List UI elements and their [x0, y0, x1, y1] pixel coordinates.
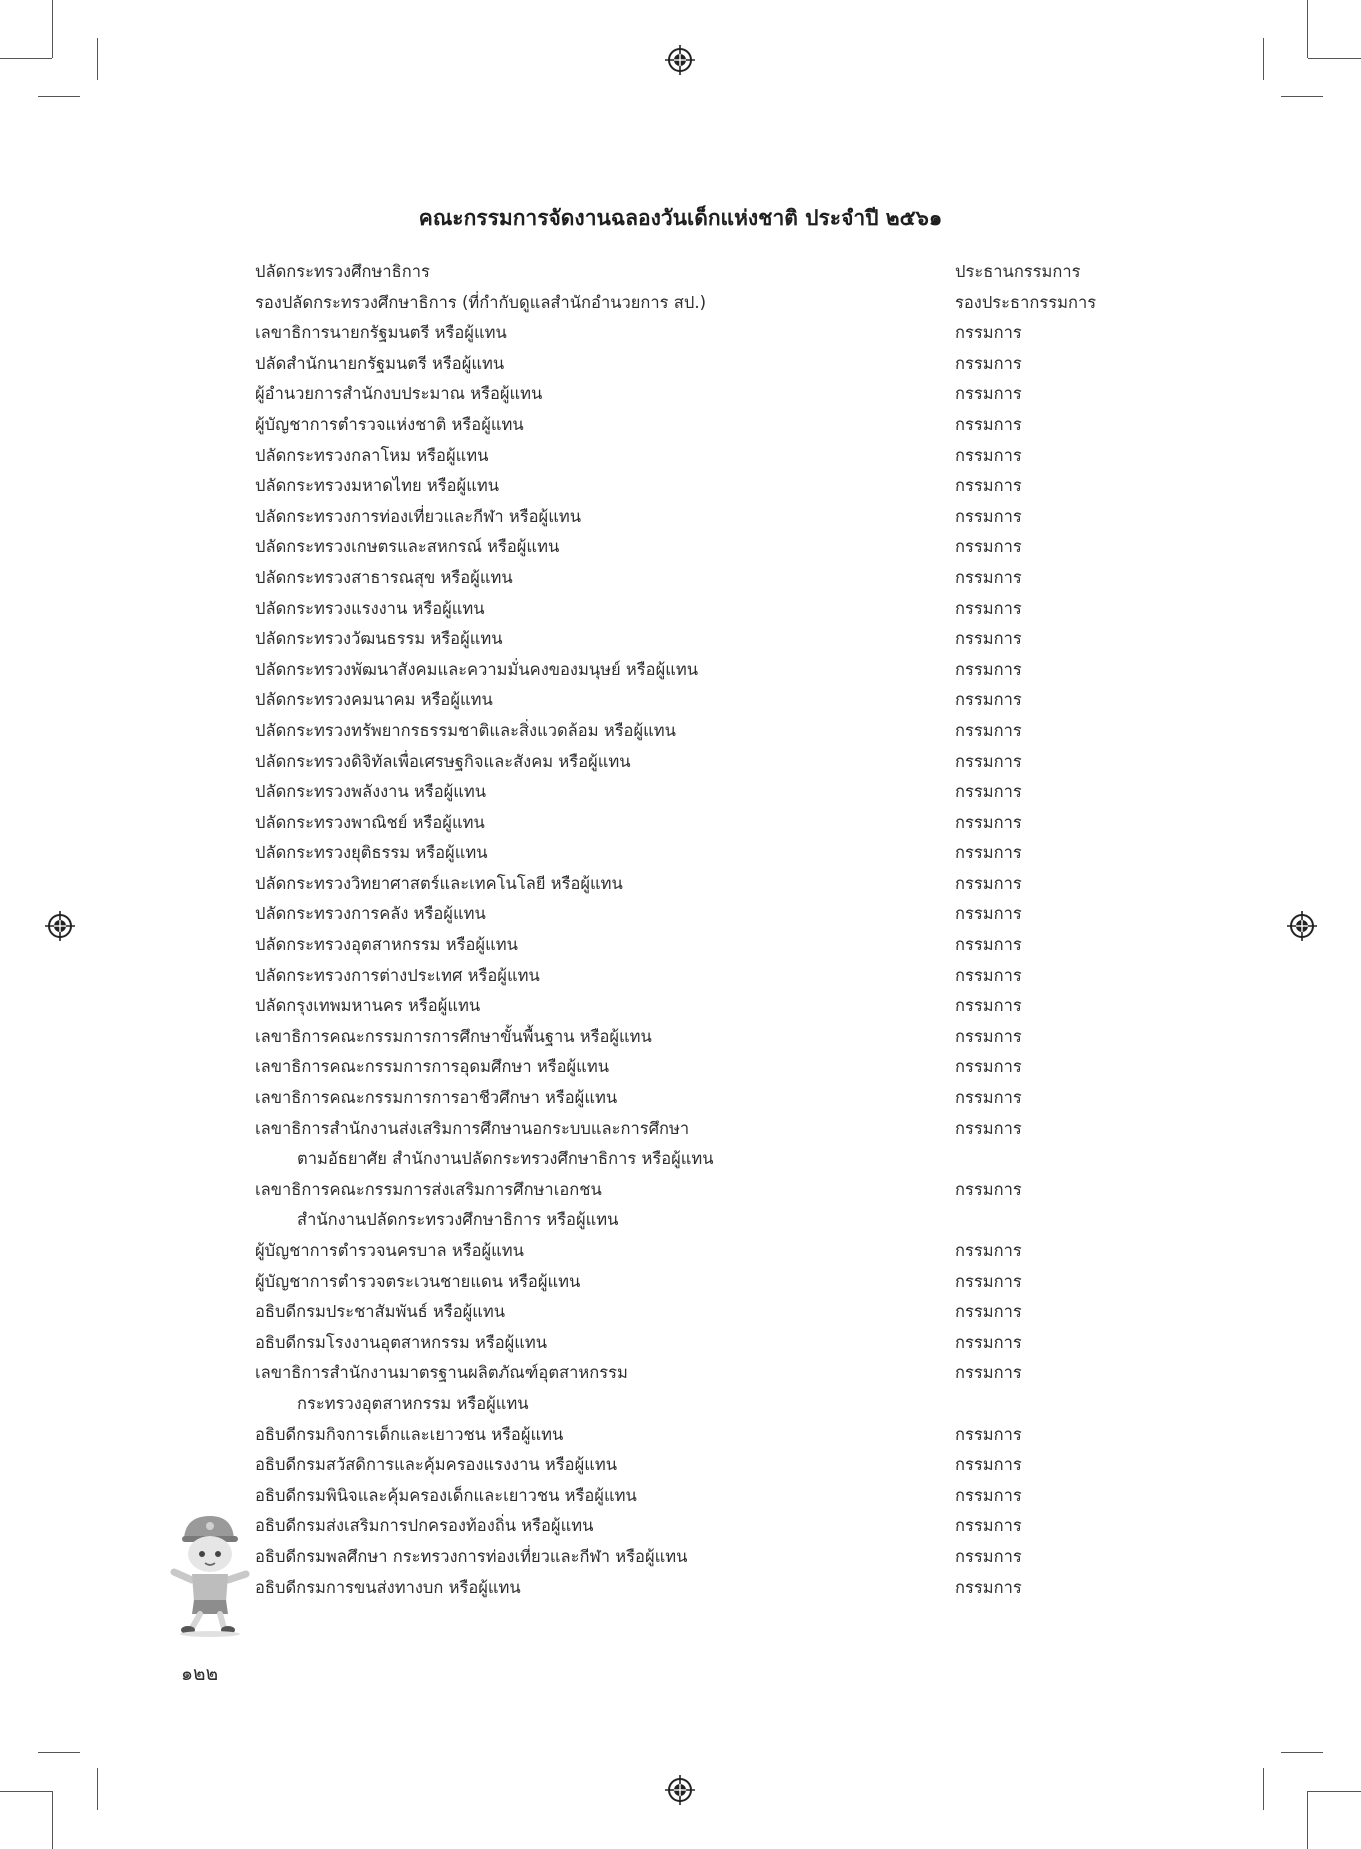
member-name: ปลัดกระทรวงการท่องเที่ยวและกีฬา หรือผู้แทน	[255, 506, 581, 526]
member-role: กรรมการ	[955, 1577, 1022, 1597]
member-name: ปลัดกระทรวงมหาดไทย หรือผู้แทน	[255, 476, 500, 496]
member-row	[255, 288, 1135, 319]
member-role: กรรมการ	[955, 506, 1022, 526]
member-role: กรรมการ	[955, 996, 1022, 1016]
member-role: กรรมการ	[955, 751, 1022, 771]
member-name: ปลัดกระทรวงอุตสาหกรรม หรือผู้แทน	[255, 935, 518, 955]
member-name: ปลัดกระทรวงเกษตรและสหกรณ์ หรือผู้แทน	[255, 537, 560, 557]
member-name: เลขาธิการสำนักงานส่งเสริมการศึกษานอกระบบและการศึกษา	[255, 1118, 690, 1138]
member-role: รองประธากรรมการ	[955, 292, 1097, 312]
member-name: ผู้บัญชาการตำรวจตระเวนชายแดน หรือผู้แทน	[255, 1271, 581, 1291]
crop-mark-top-left-vertical-inner	[97, 38, 98, 80]
member-row	[255, 747, 1135, 778]
crop-mark-top-left-vertical	[52, 0, 53, 58]
member-name: ปลัดกระทรวงดิจิทัลเพื่อเศรษฐกิจและสังคม หรือผู้แทน	[255, 751, 631, 771]
member-row	[255, 777, 1135, 808]
member-row	[255, 1297, 1135, 1328]
member-row	[255, 808, 1135, 839]
member-name: เลขาธิการคณะกรรมการการอุดมศึกษา หรือผู้แทน	[255, 1057, 609, 1077]
crop-mark-bottom-left-horizontal-inner	[38, 1752, 80, 1753]
member-row	[255, 716, 1135, 747]
member-row-continuation	[255, 1144, 1135, 1175]
member-name: อธิบดีกรมพลศึกษา กระทรวงการท่องเที่ยวและกีฬา หรือผู้แทน	[255, 1546, 688, 1566]
member-role: กรรมการ	[955, 323, 1022, 343]
crop-mark-top-right-vertical	[1307, 0, 1308, 58]
child-mascot-icon	[170, 1508, 250, 1638]
member-name: ปลัดกระทรวงศึกษาธิการ	[255, 262, 430, 281]
member-name: อธิบดีกรมโรงงานอุตสาหกรรม หรือผู้แทน	[255, 1332, 548, 1352]
member-role: กรรมการ	[955, 1271, 1022, 1291]
member-role: กรรมการ	[955, 1241, 1022, 1260]
registration-mark-icon	[1286, 910, 1318, 942]
member-row	[255, 594, 1135, 625]
member-role: กรรมการ	[955, 720, 1022, 740]
member-row	[255, 318, 1135, 349]
member-name: ปลัดกระทรวงพลังงาน หรือผู้แทน	[255, 782, 487, 802]
member-role: กรรมการ	[955, 384, 1022, 404]
crop-mark-bottom-right-vertical-inner	[1263, 1768, 1264, 1810]
member-role: กรรมการ	[955, 812, 1022, 832]
member-row	[255, 1114, 1135, 1145]
registration-mark-icon	[664, 1774, 696, 1806]
member-name: ปลัดกระทรวงกลาโหม หรือผู้แทน	[255, 445, 489, 465]
member-role: กรรมการ	[955, 1057, 1022, 1077]
member-role: กรรมการ	[955, 935, 1022, 955]
member-role: กรรมการ	[955, 537, 1022, 557]
member-name: เลขาธิการคณะกรรมการส่งเสริมการศึกษาเอกชน	[255, 1179, 602, 1199]
member-row	[255, 441, 1135, 472]
member-name: กระทรวงอุตสาหกรรม หรือผู้แทน	[297, 1393, 529, 1413]
crop-mark-top-right-vertical-inner	[1263, 38, 1264, 80]
crop-mark-bottom-left-vertical	[52, 1791, 53, 1849]
member-row	[255, 838, 1135, 869]
member-role: กรรมการ	[955, 1516, 1022, 1536]
registration-mark-icon	[44, 910, 76, 942]
member-role: กรรมการ	[955, 1363, 1022, 1383]
crop-mark-top-left-horizontal	[0, 58, 52, 59]
member-row	[255, 471, 1135, 502]
member-name: ปลัดกรุงเทพมหานคร หรือผู้แทน	[255, 996, 481, 1016]
member-row	[255, 1573, 1135, 1604]
member-row	[255, 502, 1135, 533]
member-row	[255, 685, 1135, 716]
member-role: กรรมการ	[955, 567, 1022, 587]
member-name: อธิบดีกรมพินิจและคุ้มครองเด็กและเยาวชน หรือผู้แทน	[255, 1485, 637, 1505]
member-row	[255, 1236, 1135, 1267]
member-role: กรรมการ	[955, 1424, 1022, 1444]
member-name: ปลัดสำนักนายกรัฐมนตรี หรือผู้แทน	[255, 353, 505, 373]
member-row	[255, 1328, 1135, 1359]
member-row-continuation	[255, 1389, 1135, 1420]
page-number: ๑๒๒	[181, 1663, 219, 1685]
member-name: อธิบดีกรมกิจการเด็กและเยาวชน หรือผู้แทน	[255, 1424, 564, 1444]
member-row	[255, 379, 1135, 410]
member-role: กรรมการ	[955, 476, 1022, 496]
member-row	[255, 1450, 1135, 1481]
crop-mark-top-right-horizontal	[1308, 58, 1361, 59]
member-row	[255, 1420, 1135, 1451]
member-row	[255, 349, 1135, 380]
crop-mark-bottom-left-vertical-inner	[97, 1768, 98, 1810]
member-name: ผู้อำนวยการสำนักงบประมาณ หรือผู้แทน	[255, 384, 543, 404]
member-name: ปลัดกระทรวงวิทยาศาสตร์และเทคโนโลยี หรือผู้แทน	[255, 873, 623, 893]
registration-mark-icon	[664, 44, 696, 76]
member-row-continuation	[255, 1205, 1135, 1236]
member-name: เลขาธิการนายกรัฐมนตรี หรือผู้แทน	[255, 323, 507, 343]
member-name: เลขาธิการสำนักงานมาตรฐานผลิตภัณฑ์อุตสาหกรรม	[255, 1363, 628, 1383]
member-role: กรรมการ	[955, 1026, 1022, 1046]
member-row	[255, 991, 1135, 1022]
member-role: กรรมการ	[955, 782, 1022, 802]
member-name: เลขาธิการคณะกรรมการการอาชีวศึกษา หรือผู้แทน	[255, 1088, 618, 1108]
member-name: ปลัดกระทรวงคมนาคม หรือผู้แทน	[255, 690, 493, 710]
member-row	[255, 1511, 1135, 1542]
page-title: คณะกรรมการจัดงานฉลองวันเด็กแห่งชาติ ประจำปี ๒๕๖๑	[418, 206, 943, 230]
member-row	[255, 1175, 1135, 1206]
member-row	[255, 655, 1135, 686]
member-name: ผู้บัญชาการตำรวจแห่งชาติ หรือผู้แทน	[255, 414, 524, 434]
member-name: ปลัดกระทรวงพาณิชย์ หรือผู้แทน	[255, 812, 485, 832]
member-row	[255, 1358, 1135, 1389]
member-role: กรรมการ	[955, 445, 1022, 465]
member-name: ปลัดกระทรวงยุติธรรม หรือผู้แทน	[255, 843, 488, 863]
member-role: กรรมการ	[955, 873, 1022, 893]
member-name: ปลัดกระทรวงทรัพยากรธรรมชาติและสิ่งแวดล้อม หรือผู้แทน	[255, 720, 676, 740]
member-role: กรรมการ	[955, 629, 1022, 649]
member-role: กรรมการ	[955, 1485, 1022, 1505]
member-name: ปลัดกระทรวงสาธารณสุข หรือผู้แทน	[255, 567, 513, 587]
member-role: กรรมการ	[955, 904, 1022, 924]
member-name: อธิบดีกรมการขนส่งทางบก หรือผู้แทน	[255, 1577, 521, 1597]
member-row	[255, 1267, 1135, 1298]
member-name: อธิบดีกรมส่งเสริมการปกครองท้องถิ่น หรือผู้แทน	[255, 1516, 594, 1536]
member-role: กรรมการ	[955, 1332, 1022, 1352]
member-name: ผู้บัญชาการตำรวจนครบาล หรือผู้แทน	[255, 1241, 524, 1260]
member-role: กรรมการ	[955, 353, 1022, 373]
member-role: กรรมการ	[955, 1118, 1022, 1138]
member-role: กรรมการ	[955, 965, 1022, 985]
member-row	[255, 532, 1135, 563]
member-name: ตามอัธยาศัย สำนักงานปลัดกระทรวงศึกษาธิการ หรือผู้แทน	[297, 1149, 714, 1169]
member-name: อธิบดีกรมประชาสัมพันธ์ หรือผู้แทน	[255, 1302, 506, 1322]
member-row	[255, 624, 1135, 655]
member-row	[255, 930, 1135, 961]
member-row	[255, 1083, 1135, 1114]
member-role: กรรมการ	[955, 1088, 1022, 1108]
member-name: สำนักงานปลัดกระทรวงศึกษาธิการ หรือผู้แทน	[297, 1210, 619, 1230]
member-row	[255, 899, 1135, 930]
member-name: ปลัดกระทรวงแรงงาน หรือผู้แทน	[255, 598, 485, 618]
member-row	[255, 1052, 1135, 1083]
member-role: ประธานกรรมการ	[955, 262, 1081, 281]
member-role: กรรมการ	[955, 1302, 1022, 1322]
member-name: ปลัดกระทรวงวัฒนธรรม หรือผู้แทน	[255, 629, 503, 649]
member-name: ปลัดกระทรวงพัฒนาสังคมและความมั่นคงของมนุษย์ หรือผู้แทน	[255, 659, 699, 679]
member-role: กรรมการ	[955, 690, 1022, 710]
member-row	[255, 869, 1135, 900]
crop-mark-top-right-horizontal-inner	[1281, 96, 1323, 97]
member-role: กรรมการ	[955, 659, 1022, 679]
member-name: อธิบดีกรมสวัสดิการและคุ้มครองแรงงาน หรือผู้แทน	[255, 1455, 618, 1475]
member-row	[255, 1542, 1135, 1573]
member-name: เลขาธิการคณะกรรมการการศึกษาขั้นพื้นฐาน หรือผู้แทน	[255, 1026, 652, 1046]
member-row	[255, 1481, 1135, 1512]
member-role: กรรมการ	[955, 414, 1022, 434]
member-name: ปลัดกระทรวงการต่างประเทศ หรือผู้แทน	[255, 965, 540, 985]
member-name: รองปลัดกระทรวงศึกษาธิการ (ที่กำกับดูแลสำนักอำนวยการ สป.)	[255, 292, 707, 312]
member-name: ปลัดกระทรวงการคลัง หรือผู้แทน	[255, 904, 486, 924]
crop-mark-bottom-left-horizontal	[0, 1791, 52, 1792]
member-role: กรรมการ	[955, 1179, 1022, 1199]
committee-member-list	[255, 257, 1135, 1603]
member-row	[255, 563, 1135, 594]
member-role: กรรมการ	[955, 598, 1022, 618]
crop-mark-top-left-horizontal-inner	[38, 96, 80, 97]
member-row	[255, 410, 1135, 441]
member-role: กรรมการ	[955, 1455, 1022, 1475]
member-row	[255, 257, 1135, 288]
member-role: กรรมการ	[955, 843, 1022, 863]
crop-mark-bottom-right-horizontal	[1308, 1791, 1361, 1792]
member-row	[255, 1022, 1135, 1053]
crop-mark-bottom-right-horizontal-inner	[1281, 1752, 1323, 1753]
member-row	[255, 961, 1135, 992]
member-role: กรรมการ	[955, 1546, 1022, 1566]
crop-mark-bottom-right-vertical	[1307, 1791, 1308, 1849]
